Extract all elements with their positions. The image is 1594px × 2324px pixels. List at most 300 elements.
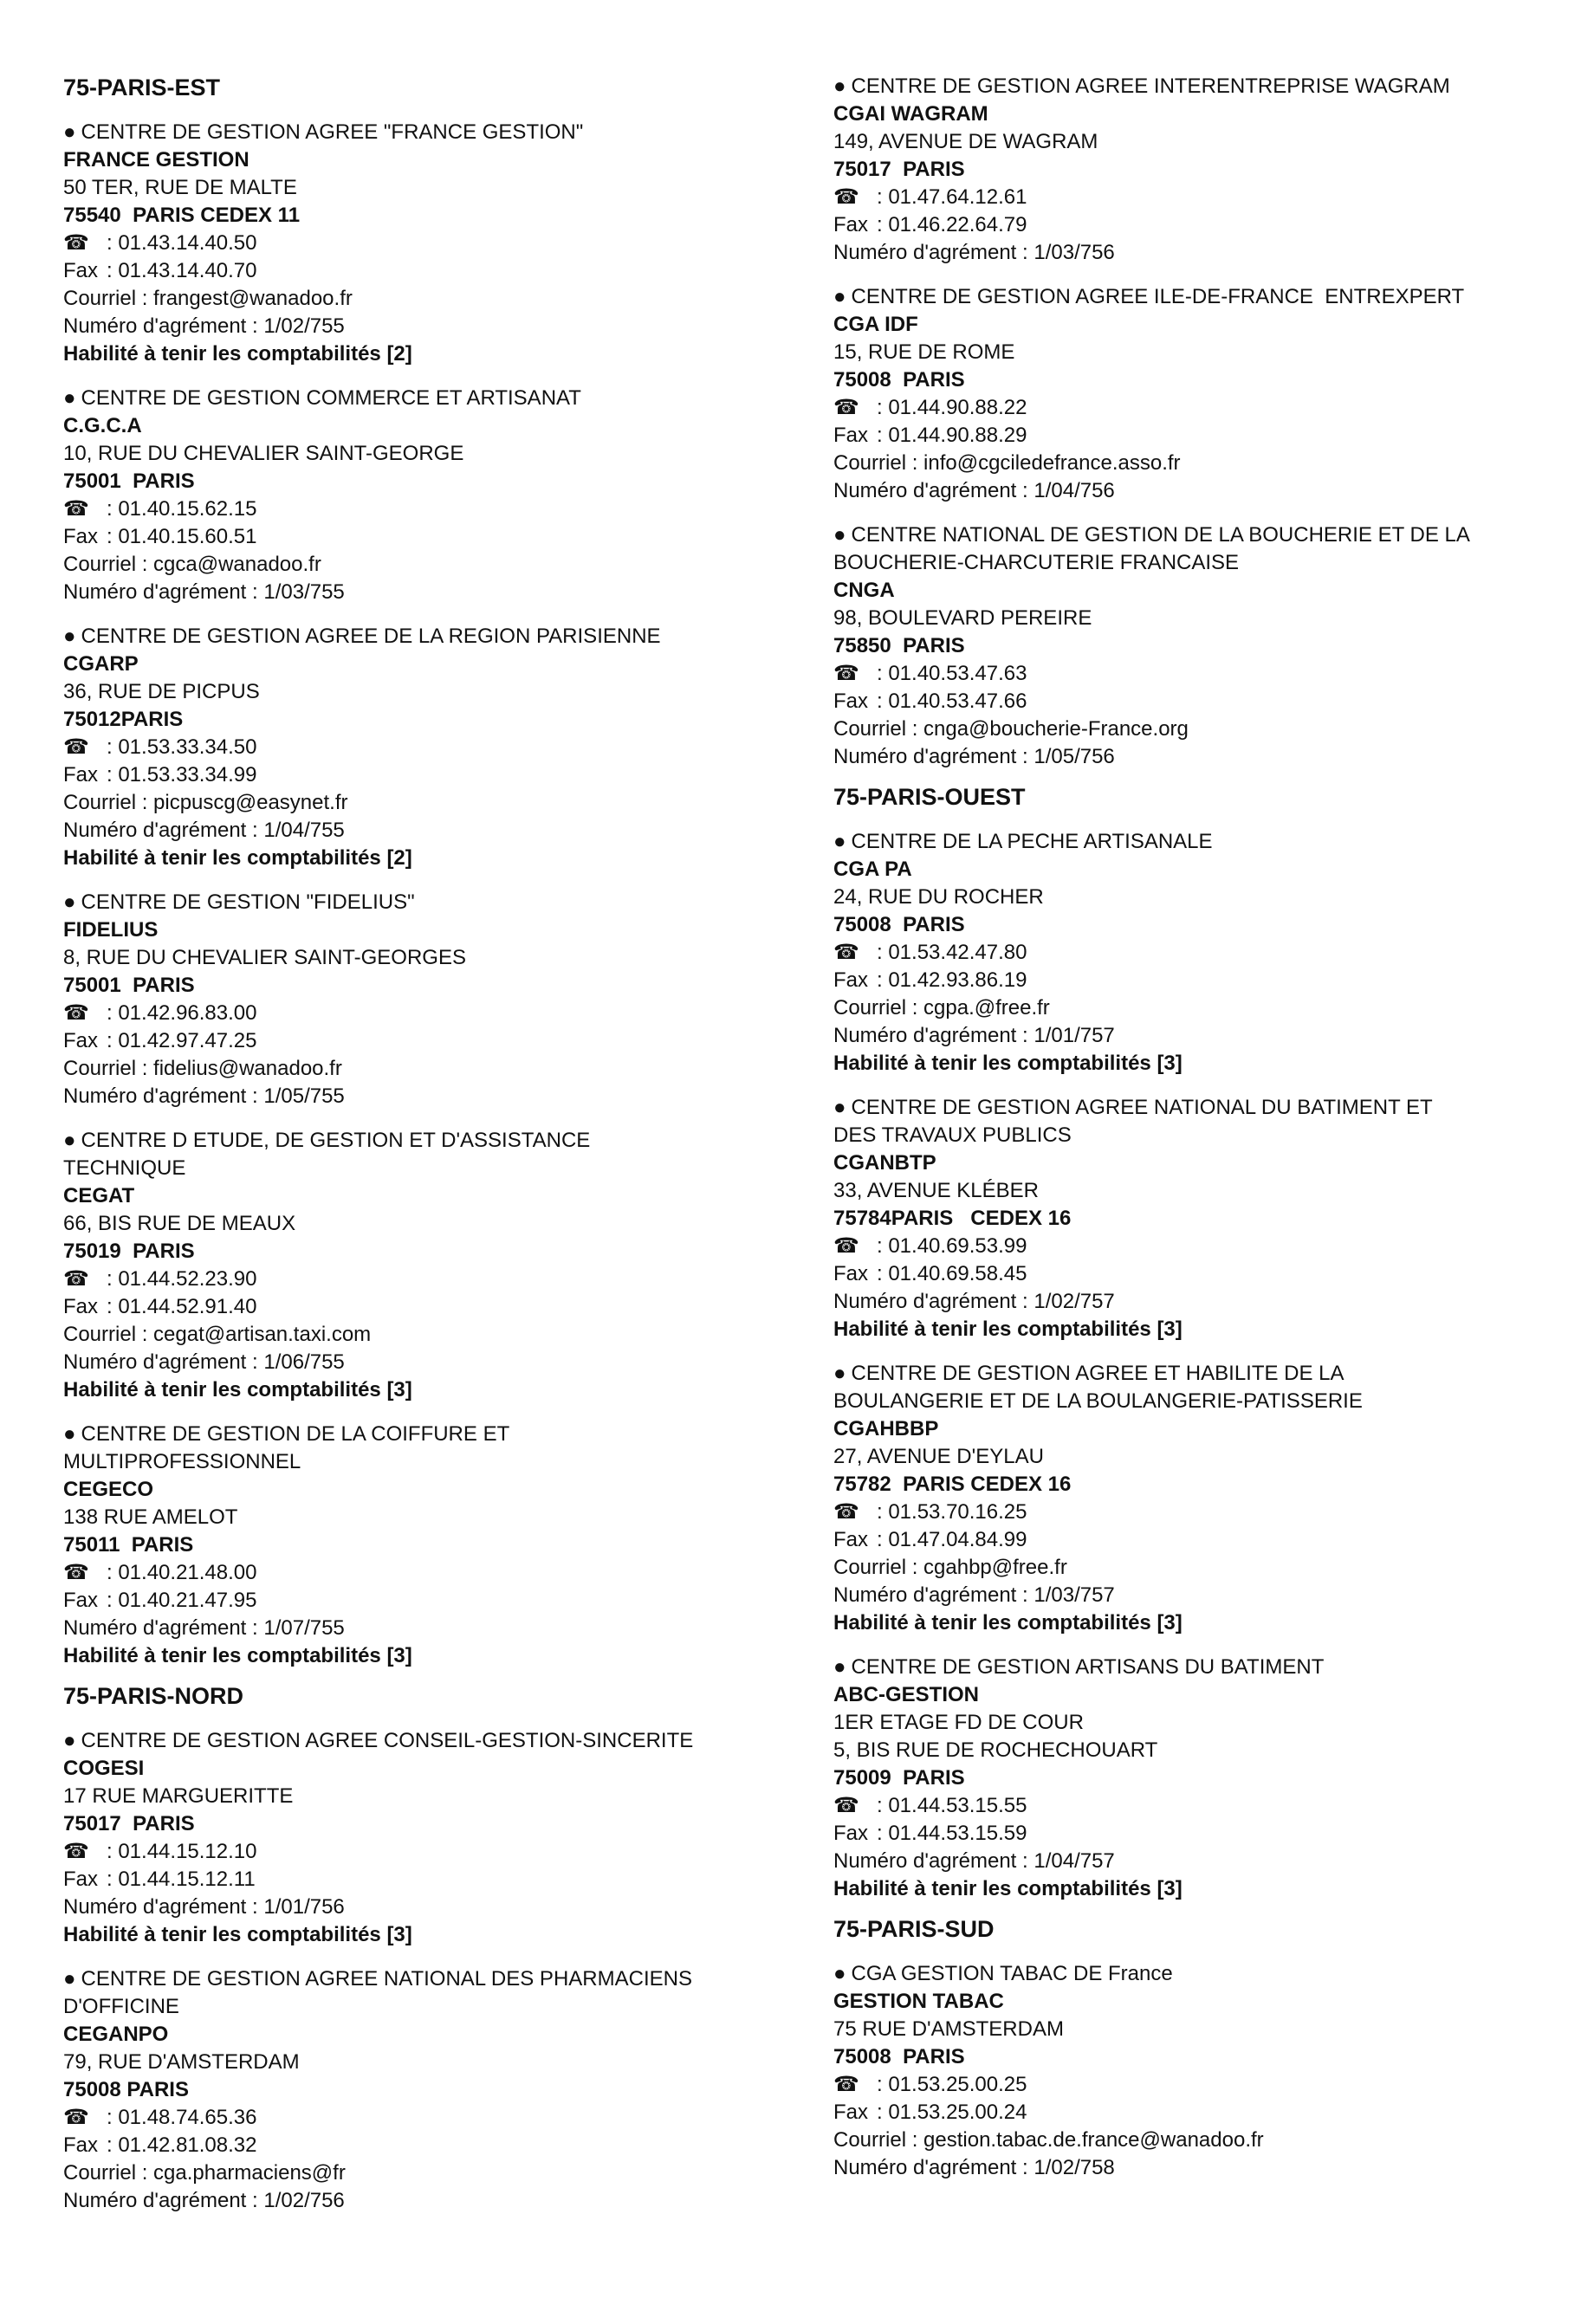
entry-text: 8, RUE DU CHEVALIER SAINT-GEORGES	[63, 946, 466, 969]
entry-text: 15, RUE DE ROME	[833, 340, 1015, 364]
entry-name-text: CENTRE DE GESTION COMMERCE ET ARTISANAT	[81, 386, 581, 410]
entry-line	[833, 1554, 1578, 1582]
entry-line	[833, 239, 1578, 267]
telephone-line	[833, 1499, 1578, 1526]
telephone-icon: ☎	[833, 1234, 859, 1258]
entry-bold-line	[833, 577, 1578, 605]
entry-name	[833, 1360, 1578, 1388]
entry-name	[63, 623, 826, 651]
fax-label: Fax	[833, 689, 869, 713]
entry-text: Numéro d'agrément : 1/04/757	[833, 1849, 1115, 1873]
entry-text: Numéro d'agrément : 1/03/755	[63, 580, 345, 604]
bullet-icon: ●	[833, 523, 846, 547]
entry-bold-text: Habilité à tenir les comptabilités [3]	[63, 1378, 412, 1402]
entry-line	[833, 1388, 1578, 1415]
entry-text: D'OFFICINE	[63, 1995, 179, 2018]
entry-name	[833, 521, 1578, 549]
entry-bold-text: 75001 PARIS	[63, 469, 195, 493]
entry-bold-line	[833, 1149, 1578, 1177]
bullet-icon: ●	[63, 1422, 76, 1446]
telephone-line	[833, 1233, 1578, 1260]
telephone-number: : 01.53.25.00.25	[877, 2073, 1027, 2096]
section-title: 75-PARIS-EST	[63, 74, 221, 100]
entry-text: 50 TER, RUE DE MALTE	[63, 176, 297, 199]
fax-label: Fax	[833, 1528, 869, 1551]
entry-bold-text: 75782 PARIS CEDEX 16	[833, 1473, 1072, 1496]
entry-text: 75 RUE D'AMSTERDAM	[833, 2017, 1064, 2041]
entry-bold-text: Habilité à tenir les comptabilités [3]	[833, 1611, 1183, 1635]
directory-entry	[833, 1654, 1578, 1903]
telephone-icon: ☎	[833, 2073, 859, 2096]
directory-entry	[833, 283, 1578, 505]
section-title: 75-PARIS-OUEST	[833, 784, 1026, 810]
entry-line	[63, 1210, 826, 1238]
entry-bold-text: CGA PA	[833, 858, 912, 881]
telephone-icon: ☎	[63, 231, 89, 255]
fax-label: Fax	[63, 525, 99, 548]
entry-bold-line	[833, 311, 1578, 339]
entry-name-text: CENTRE DE GESTION AGREE CONSEIL-GESTION-SINCERITE	[81, 1729, 694, 1752]
telephone-line	[63, 2104, 826, 2132]
fax-number: : 01.44.15.12.11	[107, 1868, 256, 1891]
bullet-icon: ●	[833, 1096, 846, 1119]
entry-line	[63, 579, 826, 606]
entry-line	[63, 789, 826, 817]
entry-text: Numéro d'agrément : 1/05/755	[63, 1084, 345, 1108]
fax-label: Fax	[63, 1589, 99, 1612]
entry-text: 36, RUE DE PICPUS	[63, 680, 260, 703]
directory-entry	[63, 889, 826, 1110]
fax-label: Fax	[63, 1029, 99, 1052]
fax-line	[833, 1526, 1578, 1554]
telephone-line	[63, 495, 826, 523]
telephone-line	[63, 1559, 826, 1587]
entry-text: Courriel : picpuscg@easynet.fr	[63, 791, 348, 814]
entry-text: 5, BIS RUE DE ROCHECHOUART	[833, 1738, 1158, 1762]
entry-line	[63, 1321, 826, 1349]
entry-line	[833, 743, 1578, 771]
entry-bold-text: 75001 PARIS	[63, 974, 195, 997]
telephone-icon: ☎	[63, 2106, 89, 2129]
entry-bold-text: Habilité à tenir les comptabilités [3]	[63, 1644, 412, 1667]
entry-bold-text: 75008 PARIS	[833, 368, 965, 392]
entry-line	[833, 1022, 1578, 1050]
entry-bold-line	[63, 2021, 826, 2049]
entry-text: Numéro d'agrément : 1/03/756	[833, 241, 1115, 264]
fax-number: : 01.40.21.47.95	[107, 1589, 257, 1612]
entry-bold-text: 75011 PARIS	[63, 1533, 194, 1557]
entry-line	[63, 2159, 826, 2187]
entry-name-text: CENTRE NATIONAL DE GESTION DE LA BOUCHERIE ET DE LA	[851, 523, 1470, 547]
entry-text: 149, AVENUE DE WAGRAM	[833, 130, 1098, 153]
entry-line	[63, 2049, 826, 2076]
entry-line	[833, 549, 1578, 577]
directory-entry	[833, 521, 1578, 771]
entry-bold-text: 75008 PARIS	[63, 2078, 189, 2101]
bullet-icon: ●	[63, 120, 76, 144]
entry-name-text: CENTRE DE GESTION AGREE ET HABILITE DE LA	[851, 1362, 1345, 1385]
entry-name	[63, 119, 826, 146]
entry-bold-text: CEGECO	[63, 1478, 154, 1501]
entry-bold-line	[63, 845, 826, 872]
fax-label: Fax	[63, 763, 99, 787]
telephone-icon: ☎	[833, 662, 859, 685]
section-title: 75-PARIS-SUD	[833, 1916, 995, 1942]
entry-line	[833, 450, 1578, 477]
telephone-line	[63, 230, 826, 257]
telephone-icon: ☎	[63, 1840, 89, 1863]
telephone-number: : 01.44.52.23.90	[107, 1267, 257, 1291]
directory-section	[63, 73, 826, 1670]
entry-line	[63, 551, 826, 579]
fax-number: : 01.40.53.47.66	[877, 689, 1027, 713]
entry-bold-line	[63, 146, 826, 174]
entry-bold-line	[63, 412, 826, 440]
entry-name-text: CENTRE DE GESTION AGREE INTERENTREPRISE WAGRAM	[851, 74, 1450, 98]
entry-bold-line	[833, 2043, 1578, 2071]
entry-text: Courriel : cnga@boucherie-France.org	[833, 717, 1189, 741]
fax-line	[833, 2099, 1578, 2127]
entry-line	[63, 1783, 826, 1810]
bullet-icon: ●	[833, 1362, 846, 1385]
entry-bold-line	[833, 1988, 1578, 2016]
entry-bold-text: Habilité à tenir les comptabilités [3]	[63, 1923, 412, 1946]
entry-name-text: CGA GESTION TABAC DE France	[851, 1962, 1173, 1985]
telephone-icon: ☎	[833, 185, 859, 209]
entry-text: 33, AVENUE KLÉBER	[833, 1179, 1039, 1202]
entry-bold-text: 75017 PARIS	[63, 1812, 195, 1835]
telephone-line	[63, 734, 826, 761]
telephone-icon: ☎	[63, 1001, 89, 1025]
telephone-number: : 01.53.42.47.80	[877, 941, 1027, 964]
entry-text: 10, RUE DU CHEVALIER SAINT-GEORGE	[63, 442, 464, 465]
entry-line	[833, 1122, 1578, 1149]
fax-line	[833, 1820, 1578, 1848]
fax-number: : 01.53.25.00.24	[877, 2101, 1027, 2124]
entry-bold-text: Habilité à tenir les comptabilités [2]	[63, 846, 412, 870]
fax-label: Fax	[63, 2133, 99, 2157]
bullet-icon: ●	[63, 1967, 76, 1991]
entry-bold-line	[63, 1810, 826, 1838]
telephone-number: : 01.40.53.47.63	[877, 662, 1027, 685]
entry-text: 1ER ETAGE FD DE COUR	[833, 1711, 1084, 1734]
entry-bold-text: CEGANPO	[63, 2023, 169, 2046]
entry-name-text: CENTRE DE GESTION "FIDELIUS"	[81, 890, 415, 914]
fax-line	[833, 422, 1578, 450]
entry-bold-text: 75540 PARIS CEDEX 11	[63, 204, 301, 227]
entry-bold-text: CGAHBBP	[833, 1417, 939, 1440]
entry-name	[833, 283, 1578, 311]
telephone-icon: ☎	[833, 1794, 859, 1817]
entry-line	[833, 1288, 1578, 1316]
telephone-number: : 01.40.15.62.15	[107, 497, 257, 521]
entry-text: 24, RUE DU ROCHER	[833, 885, 1044, 909]
entry-line	[63, 1448, 826, 1476]
telephone-line	[63, 1266, 826, 1293]
entry-line	[833, 1177, 1578, 1205]
telephone-number: : 01.44.53.15.55	[877, 1794, 1027, 1817]
entry-line	[833, 339, 1578, 366]
entry-bold-line	[833, 911, 1578, 939]
telephone-icon: ☎	[63, 1267, 89, 1291]
entry-bold-text: GESTION TABAC	[833, 1990, 1004, 2013]
bullet-icon: ●	[63, 625, 76, 648]
entry-line	[833, 477, 1578, 505]
telephone-icon: ☎	[833, 941, 859, 964]
entry-bold-line	[63, 1755, 826, 1783]
bullet-icon: ●	[833, 830, 846, 853]
entry-text: Courriel : fidelius@wanadoo.fr	[63, 1057, 342, 1080]
entry-line	[833, 1443, 1578, 1471]
directory-entry	[63, 1421, 826, 1670]
entry-bold-line	[833, 156, 1578, 184]
directory-entry	[63, 1127, 826, 1404]
bullet-icon: ●	[63, 890, 76, 914]
directory-section	[63, 1681, 826, 2215]
entry-name	[63, 385, 826, 412]
telephone-line	[833, 939, 1578, 967]
entry-line	[833, 994, 1578, 1022]
fax-line	[833, 688, 1578, 715]
entry-text: Numéro d'agrément : 1/04/756	[833, 479, 1115, 502]
entry-line	[63, 1615, 826, 1642]
fax-line	[63, 523, 826, 551]
entry-name	[833, 73, 1578, 100]
fax-label: Fax	[63, 1868, 99, 1891]
entry-bold-line	[63, 1376, 826, 1404]
bullet-icon: ●	[833, 74, 846, 98]
entry-text: Numéro d'agrément : 1/06/755	[63, 1350, 345, 1374]
directory-entry	[833, 1360, 1578, 1637]
entry-line	[63, 1055, 826, 1083]
entry-text: Numéro d'agrément : 1/02/757	[833, 1290, 1115, 1313]
entry-text: 98, BOULEVARD PEREIRE	[833, 606, 1092, 630]
entry-bold-line	[833, 1205, 1578, 1233]
entry-bold-line	[63, 651, 826, 678]
directory-entry	[63, 385, 826, 606]
entry-line	[63, 313, 826, 340]
entry-bold-line	[63, 706, 826, 734]
entry-bold-text: CGA IDF	[833, 313, 918, 336]
directory-section	[833, 73, 1578, 771]
entry-bold-line	[63, 916, 826, 944]
fax-line	[833, 211, 1578, 239]
entry-bold-line	[833, 1415, 1578, 1443]
entry-line	[833, 715, 1578, 743]
entry-line	[63, 1083, 826, 1110]
telephone-number: : 01.40.21.48.00	[107, 1561, 257, 1584]
entry-text: 17 RUE MARGUERITTE	[63, 1784, 294, 1808]
entry-bold-text: Habilité à tenir les comptabilités [3]	[833, 1877, 1183, 1900]
entry-bold-line	[63, 340, 826, 368]
entry-name	[63, 889, 826, 916]
telephone-number: : 01.40.69.53.99	[877, 1234, 1027, 1258]
directory-entry	[833, 1094, 1578, 1343]
entry-bold-text: CGARP	[63, 652, 139, 676]
fax-line	[63, 2132, 826, 2159]
telephone-line	[833, 1792, 1578, 1820]
entry-bold-line	[833, 856, 1578, 884]
entry-text: Numéro d'agrément : 1/05/756	[833, 745, 1115, 768]
entry-bold-text: 75012PARIS	[63, 708, 184, 731]
telephone-line	[63, 1000, 826, 1027]
entry-text: Courriel : cgca@wanadoo.fr	[63, 553, 321, 576]
entry-line	[833, 1848, 1578, 1875]
fax-number: : 01.47.04.84.99	[877, 1528, 1027, 1551]
entry-text: Courriel : cgahbp@free.fr	[833, 1556, 1067, 1579]
entry-bold-text: FRANCE GESTION	[63, 148, 249, 172]
entry-name-text: CENTRE DE GESTION AGREE NATIONAL DES PHARMACIENS	[81, 1967, 692, 1991]
entry-bold-text: 75008 PARIS	[833, 2045, 965, 2068]
entry-bold-text: 75784PARIS CEDEX 16	[833, 1207, 1072, 1230]
fax-line	[63, 1587, 826, 1615]
entry-text: Courriel : frangest@wanadoo.fr	[63, 287, 353, 310]
telephone-number: : 01.44.15.12.10	[107, 1840, 257, 1863]
entry-text: 66, BIS RUE DE MEAUX	[63, 1212, 296, 1235]
entry-text: Numéro d'agrément : 1/02/758	[833, 2156, 1115, 2179]
entry-name	[833, 1094, 1578, 1122]
entry-line	[63, 285, 826, 313]
fax-label: Fax	[833, 213, 869, 236]
fax-number: : 01.40.15.60.51	[107, 525, 257, 548]
telephone-number: : 01.47.64.12.61	[877, 185, 1027, 209]
fax-label: Fax	[63, 1295, 99, 1318]
entry-text: Courriel : gestion.tabac.de.france@wanadoo.fr	[833, 2128, 1264, 2152]
entry-line	[833, 884, 1578, 911]
directory-section	[833, 1914, 1578, 2182]
fax-number: : 01.40.69.58.45	[877, 1262, 1027, 1285]
entry-name	[63, 1127, 826, 1155]
entry-text: DES TRAVAUX PUBLICS	[833, 1123, 1072, 1147]
fax-line	[63, 257, 826, 285]
entry-line	[833, 2154, 1578, 2182]
entry-bold-line	[63, 1531, 826, 1559]
entry-bold-line	[833, 1609, 1578, 1637]
left-column	[63, 73, 826, 2231]
fax-label: Fax	[833, 968, 869, 992]
entry-name-text: CENTRE DE GESTION AGREE DE LA REGION PARISIENNE	[81, 625, 661, 648]
entry-name	[63, 1421, 826, 1448]
directory-entry	[833, 73, 1578, 267]
entry-line	[63, 440, 826, 468]
telephone-number: : 01.53.70.16.25	[877, 1500, 1027, 1524]
entry-bold-text: Habilité à tenir les comptabilités [3]	[833, 1317, 1183, 1341]
directory-section	[833, 782, 1578, 1903]
fax-number: : 01.44.53.15.59	[877, 1822, 1027, 1845]
entry-line	[833, 128, 1578, 156]
entry-bold-line	[833, 1764, 1578, 1792]
directory-entry	[63, 1965, 826, 2215]
entry-bold-text: FIDELIUS	[63, 918, 159, 942]
fax-label: Fax	[833, 1822, 869, 1845]
fax-label: Fax	[833, 424, 869, 447]
fax-label: Fax	[63, 259, 99, 282]
entry-line	[833, 1709, 1578, 1737]
telephone-number: : 01.42.96.83.00	[107, 1001, 257, 1025]
fax-number: : 01.43.14.40.70	[107, 259, 257, 282]
entry-text: 79, RUE D'AMSTERDAM	[63, 2050, 300, 2074]
fax-line	[63, 761, 826, 789]
entry-line	[63, 817, 826, 845]
telephone-number: : 01.43.14.40.50	[107, 231, 257, 255]
fax-label: Fax	[833, 1262, 869, 1285]
telephone-number: : 01.53.33.34.50	[107, 735, 257, 759]
fax-number: : 01.53.33.34.99	[107, 763, 257, 787]
entry-bold-text: CNGA	[833, 579, 895, 602]
fax-number: : 01.44.90.88.29	[877, 424, 1027, 447]
entry-bold-text: 75850 PARIS	[833, 634, 965, 657]
entry-name-text: CENTRE D ETUDE, DE GESTION ET D'ASSISTANCE	[81, 1129, 591, 1152]
entry-line	[833, 2127, 1578, 2154]
fax-number: : 01.42.93.86.19	[877, 968, 1027, 992]
entry-line	[63, 1349, 826, 1376]
telephone-number: : 01.48.74.65.36	[107, 2106, 257, 2129]
right-column	[833, 73, 1578, 2198]
telephone-line	[833, 2071, 1578, 2099]
entry-name	[63, 1727, 826, 1755]
entry-name-text: CENTRE DE GESTION ARTISANS DU BATIMENT	[851, 1655, 1325, 1679]
entry-line	[63, 174, 826, 202]
section-title: 75-PARIS-NORD	[63, 1683, 244, 1709]
entry-line	[63, 1504, 826, 1531]
entry-text: Numéro d'agrément : 1/02/755	[63, 314, 345, 338]
entry-bold-text: CGAI WAGRAM	[833, 102, 988, 126]
entry-name-text: CENTRE DE GESTION DE LA COIFFURE ET	[81, 1422, 510, 1446]
entry-text: MULTIPROFESSIONNEL	[63, 1450, 301, 1473]
entry-bold-text: 75017 PARIS	[833, 158, 965, 181]
fax-line	[833, 967, 1578, 994]
entry-line	[833, 2016, 1578, 2043]
entry-bold-line	[833, 100, 1578, 128]
entry-text: 138 RUE AMELOT	[63, 1505, 238, 1529]
bullet-icon: ●	[63, 1729, 76, 1752]
entry-bold-text: Habilité à tenir les comptabilités [3]	[833, 1052, 1183, 1075]
bullet-icon: ●	[833, 285, 846, 308]
entry-bold-line	[833, 1875, 1578, 1903]
entry-text: BOULANGERIE ET DE LA BOULANGERIE-PATISSERIE	[833, 1389, 1363, 1413]
entry-bold-text: 75009 PARIS	[833, 1766, 965, 1790]
entry-bold-text: 75019 PARIS	[63, 1240, 195, 1263]
entry-bold-line	[833, 1681, 1578, 1709]
entry-name	[833, 828, 1578, 856]
entry-name-text: CENTRE DE GESTION AGREE ILE-DE-FRANCE ENTREXPERT	[851, 285, 1465, 308]
bullet-icon: ●	[833, 1962, 846, 1985]
fax-label: Fax	[833, 2101, 869, 2124]
entry-name-text: CENTRE DE GESTION AGREE "FRANCE GESTION"	[81, 120, 584, 144]
entry-name	[833, 1654, 1578, 1681]
entry-bold-line	[833, 1050, 1578, 1078]
entry-bold-text: C.G.C.A	[63, 414, 142, 437]
directory-entry	[833, 1960, 1578, 2182]
entry-bold-text: 75008 PARIS	[833, 913, 965, 936]
entry-name	[833, 1960, 1578, 1988]
entry-text: Numéro d'agrément : 1/07/755	[63, 1616, 345, 1640]
entry-bold-line	[63, 1182, 826, 1210]
fax-number: : 01.46.22.64.79	[877, 213, 1027, 236]
entry-bold-line	[63, 2076, 826, 2104]
telephone-line	[833, 184, 1578, 211]
telephone-icon: ☎	[63, 735, 89, 759]
entry-bold-line	[63, 972, 826, 1000]
entry-line	[833, 1737, 1578, 1764]
directory-entry	[63, 623, 826, 872]
entry-line	[63, 1894, 826, 1921]
telephone-line	[833, 660, 1578, 688]
entry-name-text: CENTRE DE GESTION AGREE NATIONAL DU BATIMENT ET	[851, 1096, 1433, 1119]
fax-line	[833, 1260, 1578, 1288]
entry-text: Courriel : cegat@artisan.taxi.com	[63, 1323, 372, 1346]
entry-line	[833, 1582, 1578, 1609]
